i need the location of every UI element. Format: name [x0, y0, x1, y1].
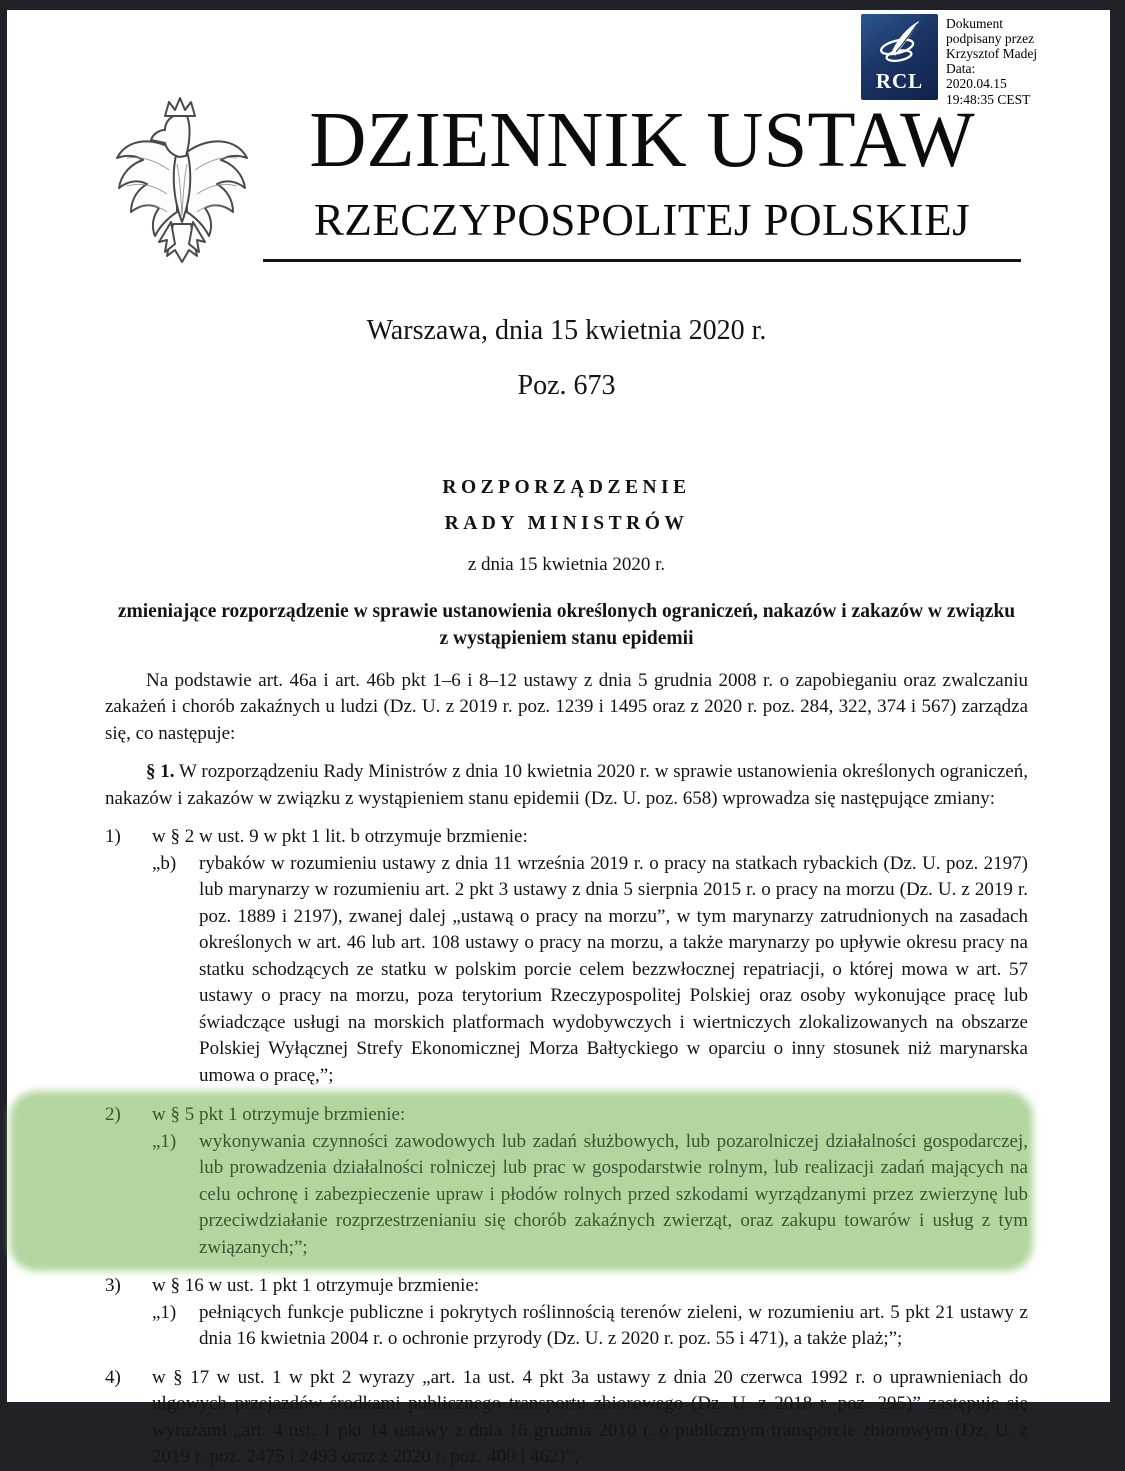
item-text: w § 17 w ust. 1 w pkt 2 wyrazy „art. 1a ust. 4 pkt 3a ustawy z dnia 20 czerwca 1992 r. o uprawnieniach do ulgowych przejazdów środkami publicznego transportu zbiorowego (Dz. U. z 2018 r. poz. 295)” zastępuje się wyrazami „art. 4 ust. 1 pkt 14 ustawy z dnia 16 grudnia 2010 r. o publicznym transporcie zbiorowym (Dz. U. z 2019 r. poz. 2475 i 2493 oraz z 2020 r. poz. 400 i 462)”;: [152, 1366, 1028, 1467]
position-number: Poz. 673: [517, 369, 616, 401]
stamp-text-line: Dokument: [946, 16, 1003, 31]
subitem-text: rybaków w rozumieniu ustawy z dnia 11 września 2019 r. o pracy na statkach rybackich (Dz. U. poz. 2197) lub marynarzy w rozumieniu art. 2 pkt 3 ustawy z dnia 5 sierpnia 2015 r. o pracy na morzu (Dz. U. z 2019 r. poz. 1889 i 2197), zwanej dalej „ustawą o pracy na morzu”, w tym marynarzy zatrudnionych na zasadach określonych w art. 46 lub art. 108 ustawy o pracy na morzu, a także marynarzy po upływie okresu pracy na statku schodzących ze statku w polskim porcie celem bezzwłocznej repatriacji, o której mowa w art. 57 ustawy o pracy na morzu, poza terytorium Rzeczypospolitej Polskiej oraz osoby wykonujące pracę lub świadczące usługi na morskich platformach wydobywczych i wiertniczych zlokalizowanych na obszarze Polskiej Wyłącznej Strefy Ekonomicznej Morza Bałtyckiego w oparciu o inny stosunek niż marynarska umowa o pracę,”;: [199, 852, 1028, 1086]
subitem-label: „1): [152, 1130, 177, 1152]
amendment-item-2: [105, 1102, 1028, 1261]
act-date: z dnia 15 kwietnia 2020 r.: [467, 554, 666, 575]
amendment-item-4: [105, 1365, 1028, 1471]
amendment-item-3: [105, 1273, 1028, 1353]
highlighted-section: [105, 1102, 1028, 1261]
rcl-label: RCL: [875, 69, 924, 93]
item-number: 4): [105, 1366, 121, 1388]
act-subject-line-1: zmieniające rozporządzenie w sprawie ustanowienia określonych ograniczeń, nakazów i zakazów w związku: [117, 600, 1016, 622]
item-number: 1): [105, 826, 121, 847]
item-intro: w § 16 w ust. 1 pkt 1 otrzymuje brzmienie:: [152, 1275, 480, 1296]
polish-eagle-emblem: [107, 94, 257, 295]
document-page: [7, 10, 1110, 1467]
document-content: [105, 315, 1028, 1471]
section-1-label: § 1.: [146, 761, 175, 782]
item-intro: w § 5 pkt 1 otrzymuje brzmienie:: [152, 1104, 406, 1125]
place-date-line: Warszawa, dnia 15 kwietnia 2020 r.: [366, 315, 767, 346]
subitem-text: pełniących funkcje publiczne i pokrytych roślinnością terenów zieleni, w rozumieniu art. 5 pkt 21 ustawy z dnia 16 kwietnia 2004 r. o ochronie przyrody (Dz. U. z 2020 r. poz. 55 i 471), a także plaż;”;: [199, 1301, 1028, 1349]
stamp-text-line: 2020.04.15: [946, 76, 1007, 92]
stamp-text-line: Data:: [946, 61, 976, 77]
legal-basis-paragraph: Na podstawie art. 46a i art. 46b pkt 1–6 i 8–12 ustawy z dnia 5 grudnia 2008 r. o zapobieganiu oraz zwalczaniu zakażeń i chorób zakaźnych u ludzi (Dz. U. z 2019 r. poz. 1239 i 1495 oraz z 2020 r. poz. 284, 322, 374 i 567) zarządza się, co następuje:: [105, 669, 1028, 744]
amendment-item-1: [105, 824, 1028, 1089]
act-subject-line-2: z wystąpieniem stanu epidemii: [439, 627, 694, 649]
item-number: 3): [105, 1275, 121, 1296]
subitem-label: „b): [152, 852, 177, 874]
journal-subtitle: RZECZYPOSPOLITEJ POLSKIEJ: [313, 195, 971, 246]
act-issuer: RADY MINISTRÓW: [444, 512, 689, 534]
masthead-rule: [263, 259, 1021, 262]
section-1-text: W rozporządzeniu Rady Ministrów z dnia 10 kwietnia 2020 r. w sprawie ustanowienia określonych ograniczeń, nakazów i zakazów w związku z wystąpieniem stanu epidemii (Dz. U. poz. 658) wprowadza się następujące zmiany:: [105, 761, 1028, 809]
subitem-text: wykonywania czynności zawodowych lub zadań służbowych, lub pozarolniczej działalności gospodarczej, lub prowadzenia działalności rolniczej lub prac w gospodarstwie rolnym, lub realizacji zadań mających na celu ochronę i zabezpieczenie upraw i płodów rolnych przed szkodami wyrządzanymi przez zwierzynę lub przeciwdziałanie rozprzestrzenianiu się chorób zakaźnych zwierząt, oraz zakupu towarów i usług z tym związanych;”;: [199, 1130, 1028, 1258]
act-subject: [105, 598, 1028, 652]
subitem-label: „1): [152, 1301, 177, 1323]
masthead: [7, 10, 1110, 298]
journal-title: DZIENNIK USTAW: [309, 97, 975, 184]
section-1-paragraph: [105, 759, 1028, 812]
act-type: ROZPORZĄDZENIE: [442, 477, 691, 498]
item-number: 2): [105, 1104, 121, 1125]
stamp-text-line: 19:48:35 CEST: [946, 91, 1031, 107]
stamp-text-line: Krzysztof Madej: [946, 46, 1038, 62]
stamp-text-line: podpisany przez: [946, 31, 1035, 47]
item-intro: w § 2 w ust. 9 w pkt 1 lit. b otrzymuje brzmienie:: [152, 826, 528, 847]
